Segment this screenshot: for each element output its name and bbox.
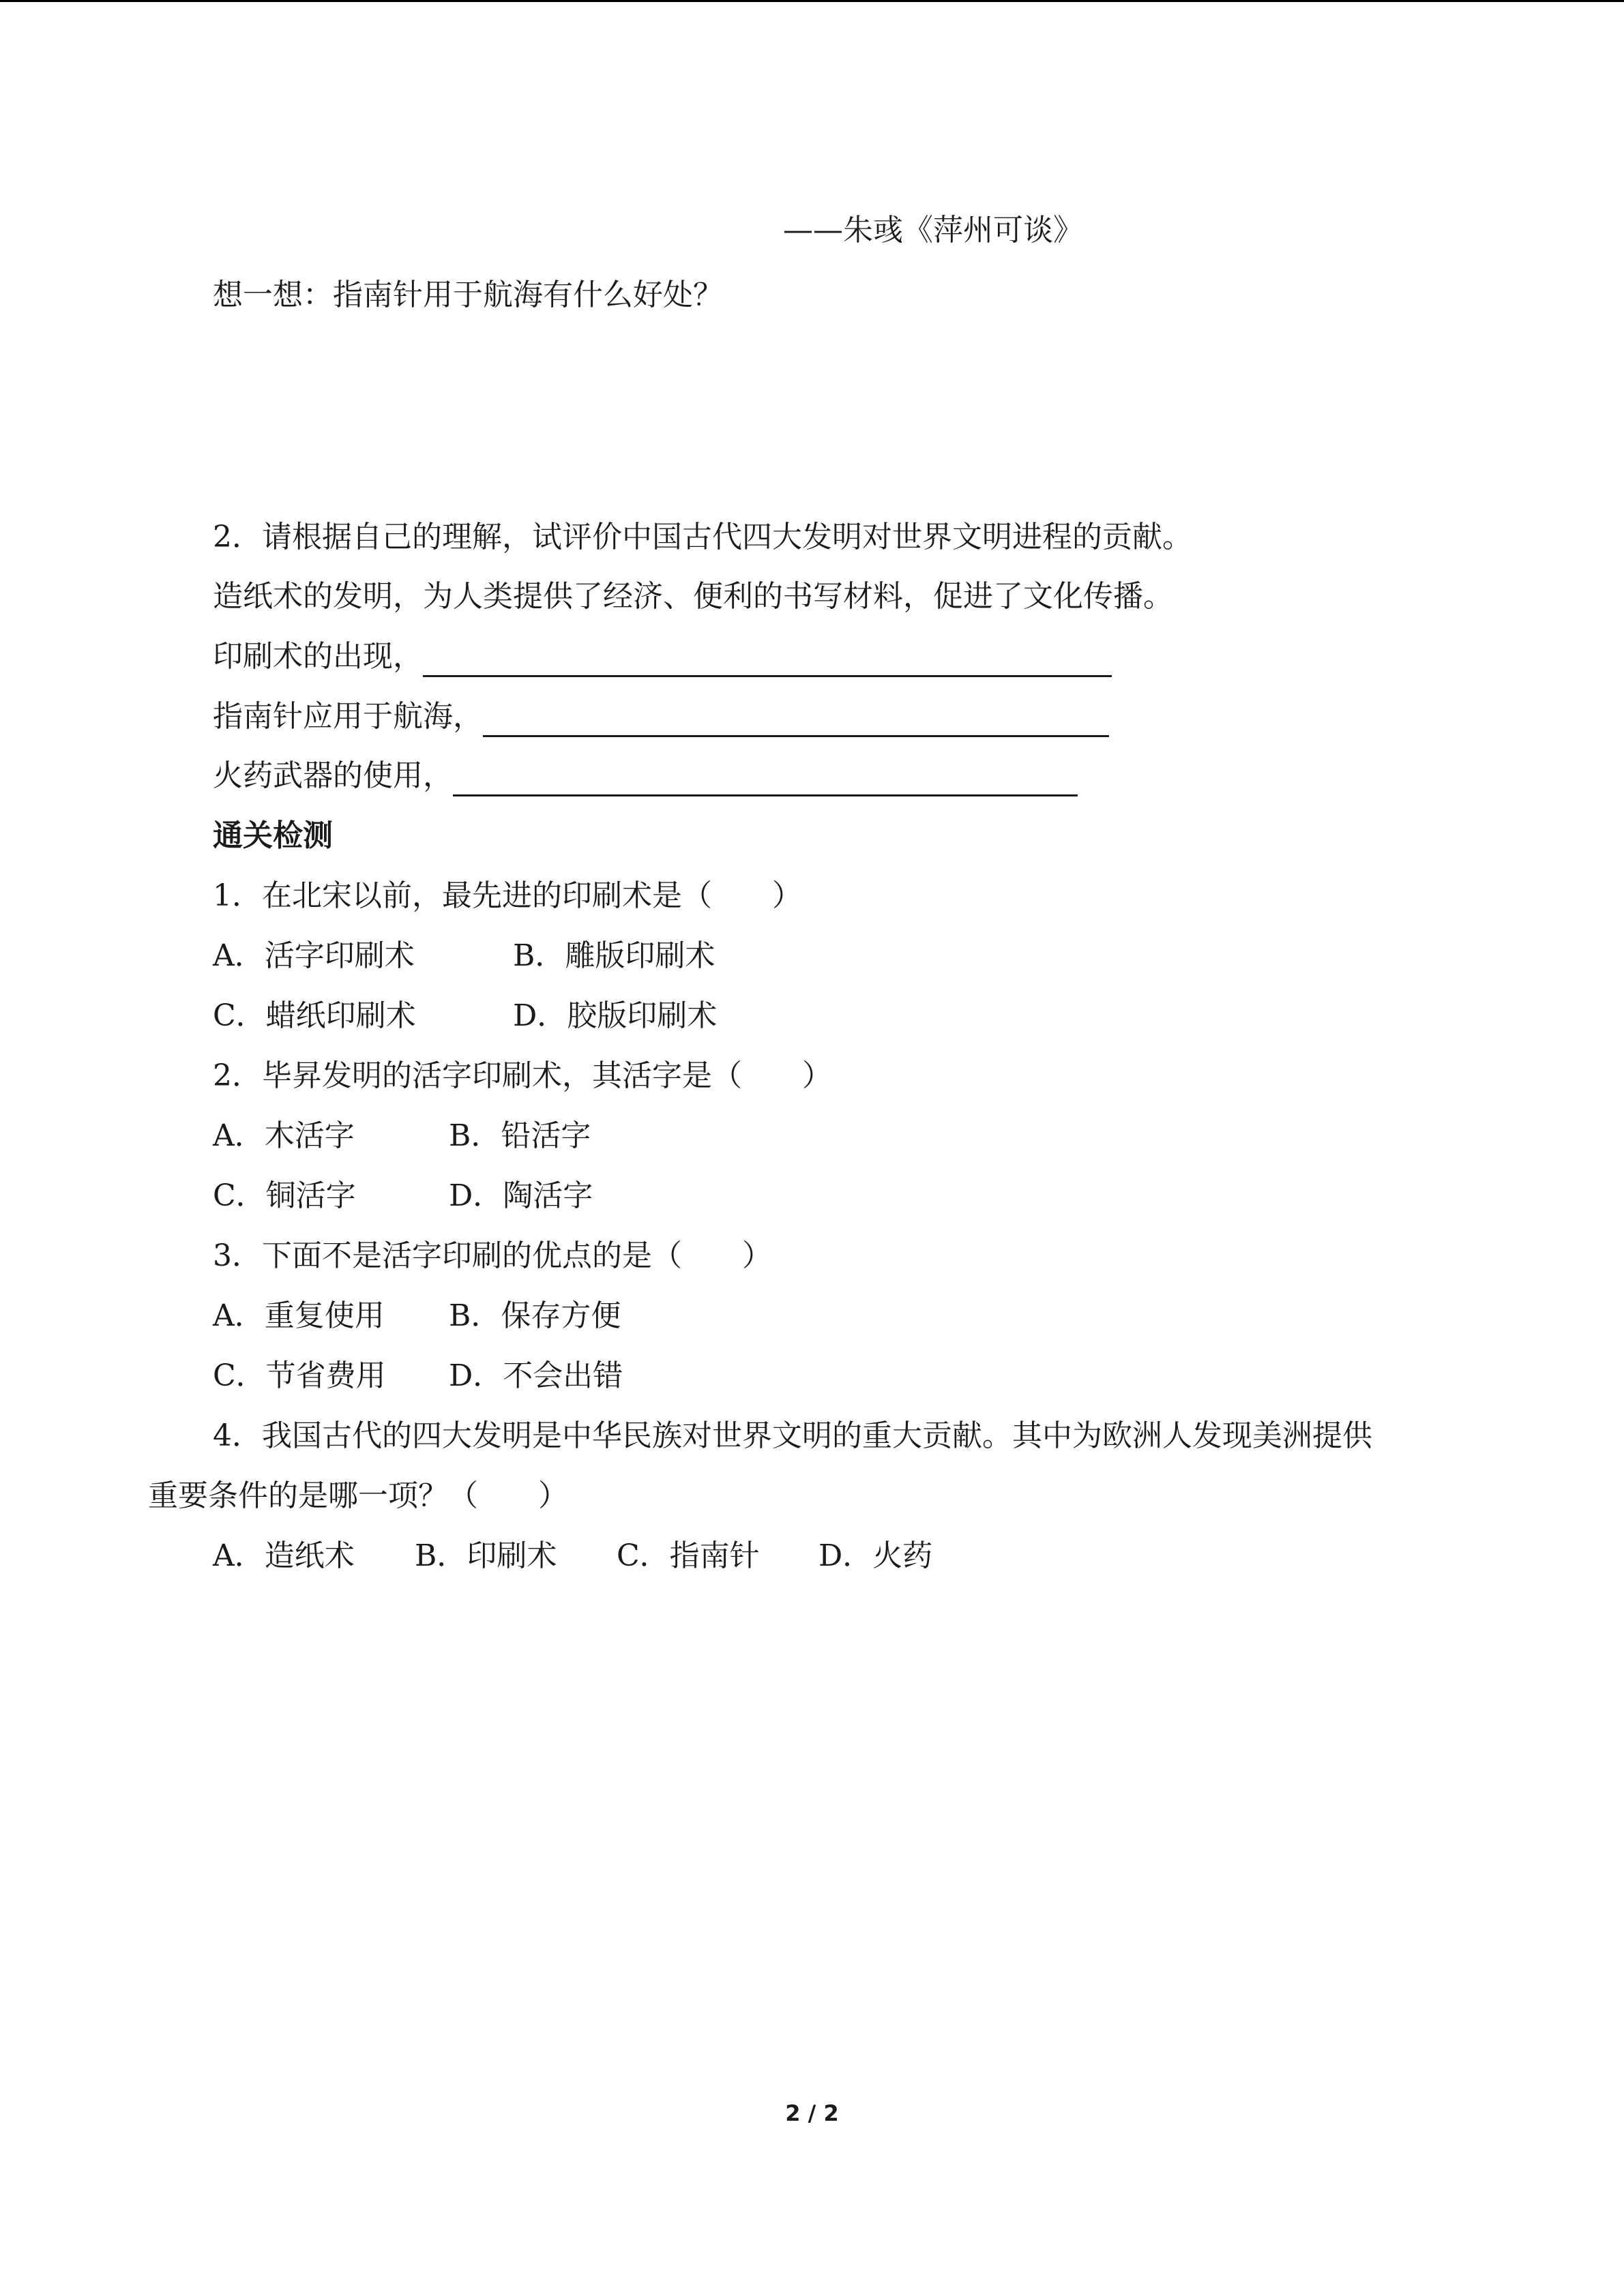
printing-label: 印刷术的出现， [213,639,423,674]
question-3-stem: 3．下面不是活字印刷的优点的是（ ） [213,1238,772,1273]
question-4-stem-line2: 重要条件的是哪一项？（ ） [148,1478,568,1513]
question-4-options-row [213,1536,932,1577]
question-2-option-b[interactable]: B．铅活字 [449,1118,591,1153]
question-3-option-a[interactable]: A．重复使用 [213,1298,385,1333]
page-number: 2 / 2 [785,2100,839,2126]
question-4-option-a[interactable]: A．造纸术 [213,1538,355,1573]
question-4-option-b[interactable]: B．印刷术 [415,1538,557,1573]
question-4-option-d[interactable]: D．火药 [818,1538,933,1573]
question-1-option-d[interactable]: D．胶版印刷术 [513,998,718,1033]
question-4-option-c[interactable]: C．指南针 [617,1538,760,1573]
question-1-stem: 1．在北宋以前，最先进的印刷术是（ ） [213,878,802,913]
question-2-options-row2 [213,1176,593,1217]
compass-label: 指南针应用于航海， [213,699,483,734]
printing-answer-blank[interactable] [423,644,1112,677]
question-3-option-c[interactable]: C．节省费用 [213,1358,386,1393]
question-2-stem: 2．毕昇发明的活字印刷术，其活字是（ ） [213,1058,832,1093]
gunpowder-label: 火药武器的使用， [213,758,453,793]
think-question: 想一想：指南针用于航海有什么好处？ [213,278,723,312]
question-2-options-row1 [213,1116,591,1157]
question-1-options-row2 [213,996,717,1037]
gunpowder-answer-row [213,756,1078,796]
gunpowder-answer-blank[interactable] [453,763,1078,796]
question-1-option-a[interactable]: A．活字印刷术 [213,938,415,973]
question-4-stem-line1: 4．我国古代的四大发明是中华民族对世界文明的重大贡献。其中为欧洲人发现美洲提供 [213,1418,1372,1453]
question-3-options-row1 [213,1296,621,1337]
question-3-option-d[interactable]: D．不会出错 [449,1358,623,1393]
compass-answer-blank[interactable] [483,704,1109,737]
evaluation-prompt: 2．请根据自己的理解，试评价中国古代四大发明对世界文明进程的贡献。 [213,520,1192,554]
question-1-options-row1 [213,936,715,976]
compass-answer-row [213,696,1109,737]
question-1-option-b[interactable]: B．雕版印刷术 [513,938,715,973]
quote-source: ——朱彧《萍州可谈》 [783,213,1083,248]
question-2-option-d[interactable]: D．陶活字 [449,1178,593,1213]
section-title: 通关检测 [213,818,333,853]
question-3-options-row2 [213,1356,623,1397]
paper-statement: 造纸术的发明，为人类提供了经济、便利的书写材料，促进了文化传播。 [213,579,1173,614]
page-top-border [0,0,1624,2]
question-3-option-b[interactable]: B．保存方便 [449,1298,621,1333]
printing-answer-row [213,636,1112,677]
question-2-option-a[interactable]: A．木活字 [213,1118,355,1153]
question-1-option-c[interactable]: C．蜡纸印刷术 [213,998,416,1033]
question-2-option-c[interactable]: C．铜活字 [213,1178,356,1213]
